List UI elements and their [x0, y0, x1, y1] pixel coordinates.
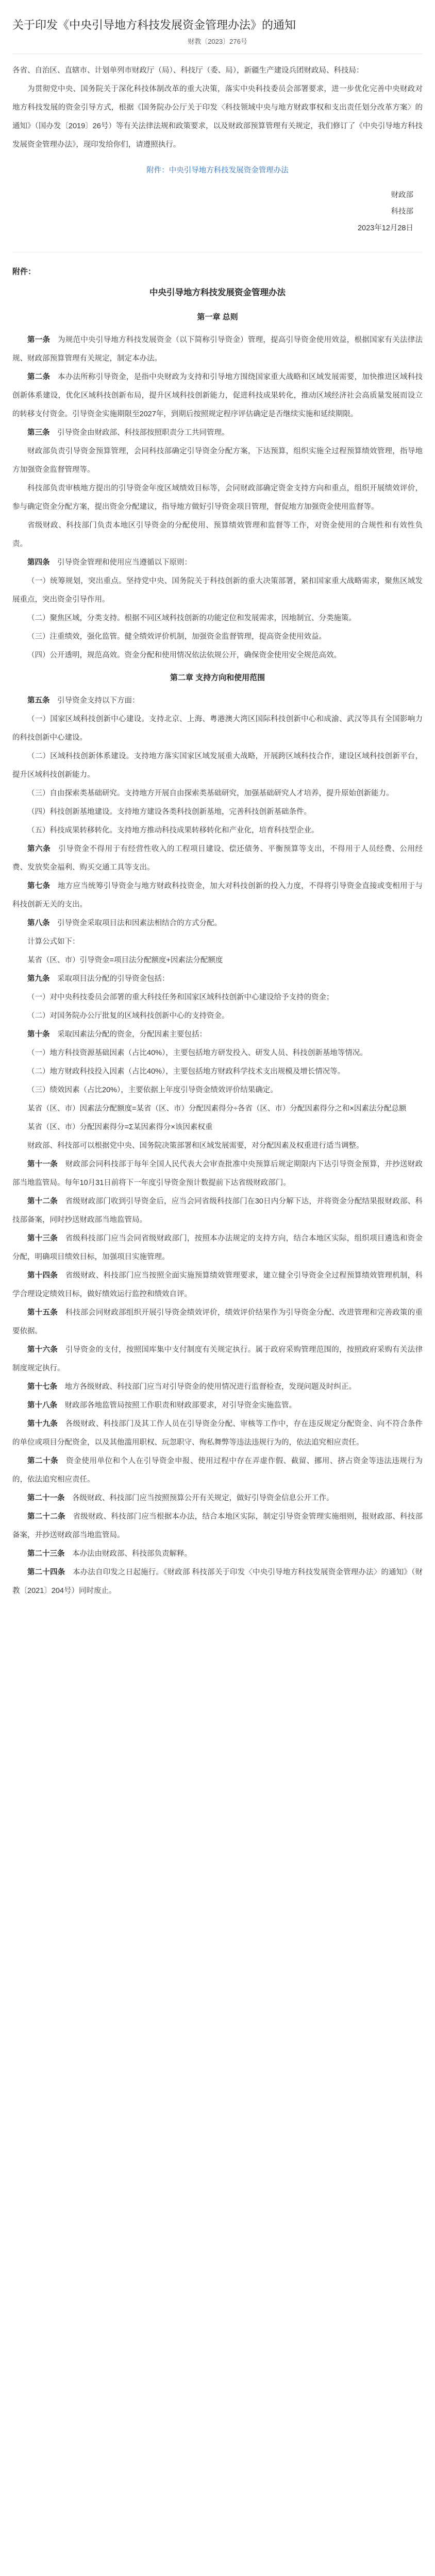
article-7: 第七条 地方应当统筹引导资金与地方财政科技资金，加大对科技创新的投入力度，不得将引导资金直接或变相用于与科技创新无关的支出。: [12, 882, 423, 909]
list-item: （二）对国务院办公厅批复的区域科技创新中心的支持资金。: [27, 1012, 229, 1020]
attachment-link[interactable]: 附件：中央引导地方科技发展资金管理办法: [146, 166, 289, 175]
notice-body: 为贯彻党中央、国务院关于深化科技体制改革的重大决策，落实中央科技委员会部署要求，进一步优化完善中央财政对地方科技发展的资金引导方式，根据《国务院办公厅关于印发〈科技领域中央与地方财政事权和支出责任划分改革方案〉的通知》（国办发〔2019〕26号）等有关法律法规和政策要求，以及财政部预算管理有关规定，我们修订了《中央引导地方科技发展资金管理办法》，现印发给你们，请遵照执行。: [12, 85, 423, 149]
article-16: 第十六条 引导资金的支付，按照国库集中支付制度有关规定执行。属于政府采购管理范围的，按照政府采购有关法律制度规定执行。: [12, 1346, 423, 1372]
attachment-title: 中央引导地方科技发展资金管理办法: [149, 288, 286, 297]
article-8: 第八条 引导资金采取项目法和因素法相结合的方式分配。: [27, 919, 222, 927]
list-item: （一）国家区域科技创新中心建设。支持北京、上海、粤港澳大湾区国际科技创新中心和成渝、武汉等具有全国影响力的科技创新中心建设。: [12, 715, 423, 742]
list-item: （三）注重绩效，强化监管。健全绩效评价机制，加强资金监督管理，提高资金使用效益。: [27, 633, 326, 641]
article-17: 第十七条 地方各级财政、科技部门应当对引导资金的使用情况进行监督检查，发现问题及时纠正。: [27, 1383, 356, 1391]
attachment-label: 附件：: [12, 267, 36, 276]
list-item: （一）对中央科技委员会部署的重大科技任务和国家区域科技创新中心建设给予支持的资金；: [27, 993, 334, 1002]
formula: 某省（区、市）因素法分配额度=某省（区、市）分配因素得分÷各省（区、市）分配因素得分之和×因素法分配总额: [27, 1105, 407, 1113]
article-11: 第十一条 财政部会同科技部于每年全国人民代表大会审查批准中央预算后规定期限内下达引导资金预算，并抄送财政部当地监管局。每年10月31日前将下一年度引导资金预计数提前下达省级财政部门。: [12, 1160, 423, 1187]
list-item: （四）科技创新基地建设。支持地方建设各类科技创新基地，完善科技创新基础条件。: [27, 808, 311, 816]
article-9: 第九条 采取项目法分配的引导资金包括：: [27, 975, 170, 983]
article-10: 第十条 采取因素法分配的资金，分配因素主要包括：: [27, 1030, 207, 1039]
list-item: （二）区域科技创新体系建设。支持地方落实国家区域发展重大战略，开展跨区域科技合作，建设区域科技创新平台，提升区域科技创新能力。: [12, 752, 423, 779]
signer-ministry-of-science: 科技部: [391, 208, 413, 216]
notice-title: 关于印发《中央引导地方科技发展资金管理办法》的通知: [12, 19, 296, 31]
article-4: 第四条 引导资金管理和使用应当遵循以下原则：: [27, 558, 192, 567]
list-item: （二）地方财政科技投入因素（占比40%），主要包括地方财政科学技术支出规模及增长情况等。: [27, 1067, 345, 1076]
paragraph: 科技部负责审核地方提出的引导资金年度区域绩效目标等，会同财政部确定资金支持方向和重点，组织开展绩效评价，参与确定资金分配方案，提出资金分配建议，指导地方做好引导资金项目管理，督促地方加强资金使用监督等。: [12, 484, 423, 511]
article-23: 第二十三条 本办法由财政部、科技部负责解释。: [27, 1550, 192, 1558]
article-12: 第十二条 省级财政部门收到引导资金后，应当会同省级科技部门在30日内分解下达，并将资金分配结果报财政部、科技部备案，同时抄送财政部当地监管局。: [12, 1197, 423, 1224]
salutation: 各省、自治区、直辖市、计划单列市财政厅（局）、科技厅（委、局），新疆生产建设兵团财政局、科技局：: [12, 66, 364, 75]
article-24: 第二十四条 本办法自印发之日起施行。《财政部 科技部关于印发〈中央引导地方科技发展资金管理办法〉的通知》（财教〔2021〕204号）同时废止。: [12, 1568, 423, 1595]
chapter-heading: 第二章 支持方向和使用范围: [170, 673, 265, 682]
article-2: 第二条 本办法所称引导资金，是指中央财政为支持和引导地方围绕国家重大战略和区域发展需要，加快推进区域科技创新体系建设，优化区域科技创新布局，提升区域科技创新能力，促进科技成果转化，推动区域经济社会高质量发展而设立的转移支付资金。引导资金实施期限至2027年，到期后按照规定程序评估确定是否继续实施和延续期限。: [12, 373, 423, 418]
list-item: （三）自由探索类基础研究。支持地方开展自由探索类基础研究，加强基础研究人才培养，提升原始创新能力。: [27, 789, 394, 798]
list-item: （一）地方科技资源基础因素（占比40%），主要包括地方研发投入、研发人员、科技创新基地等情况。: [27, 1049, 367, 1057]
signer-ministry-of-finance: 财政部: [391, 191, 413, 199]
article-3: 第三条 引导资金由财政部、科技部按照职责分工共同管理。: [27, 429, 229, 437]
list-item: （一）统筹规划，突出重点。坚持党中央、国务院关于科技创新的重大决策部署，紧扣国家重大战略需求，聚焦区域发展重点，突出资金引导作用。: [12, 577, 423, 604]
article-14: 第十四条 省级财政、科技部门应当按照全面实施预算绩效管理要求，建立健全引导资金全过程预算绩效管理机制，科学合理设定绩效目标，做好绩效运行监控和绩效自评。: [12, 1272, 423, 1298]
article-13: 第十三条 省级科技部门应当会同省级财政部门，按照本办法规定的支持方向，结合本地区实际，组织项目遴选和资金分配，明确项目绩效目标，加强项目实施管理。: [12, 1234, 423, 1261]
article-22: 第二十二条 省级财政、科技部门应当根据本办法，结合本地区实际，制定引导资金管理实施细则，报财政部、科技部备案，并抄送财政部当地监管局。: [12, 1513, 423, 1539]
document-number: 财教〔2023〕276号: [188, 38, 247, 45]
paragraph: 财政部、科技部可以根据党中央、国务院决策部署和区域发展需要，对分配因素及权重进行适当调整。: [27, 1142, 364, 1150]
chapter-heading: 第一章 总则: [197, 313, 238, 321]
article-6: 第六条 引导资金不得用于有经营性收入的工程项目建设、偿还债务、平衡预算等支出，不得用于人员经费、公用经费、发放奖金福利、购买交通工具等支出。: [12, 845, 423, 872]
paragraph: 财政部负责引导资金预算管理，会同科技部确定引导资金分配方案，下达预算，组织实施全过程预算绩效管理，指导地方加强资金监督管理等。: [12, 447, 423, 474]
formula: 某省（区、市）分配因素得分=Σ某因素得分×该因素权重: [27, 1123, 213, 1131]
list-item: （三）绩效因素（占比20%），主要依据上年度引导资金绩效评价结果确定。: [27, 1086, 278, 1094]
article-5: 第五条 引导资金支持以下方面：: [27, 697, 140, 705]
article-1: 第一条 为规范中央引导地方科技发展资金（以下简称引导资金）管理，提高引导资金使用效益，根据国家有关法律法规、财政部预算管理有关规定，制定本办法。: [12, 336, 423, 363]
list-item: （二）聚焦区域，分类支持。根据不同区域科技创新的功能定位和发展需求，因地制宜、分类施策。: [27, 614, 356, 622]
issue-date: 2023年12月28日: [357, 224, 413, 232]
formula-title: 计算公式如下：: [27, 938, 80, 946]
article-18: 第十八条 财政部各地监管局按照工作职责和财政部要求，对引导资金实施监管。: [27, 1401, 296, 1410]
article-20: 第二十条 资金使用单位和个人在引导资金申报、使用过程中存在弄虚作假、截留、挪用、挤占资金等违法违规行为的，依法追究相应责任。: [12, 1457, 423, 1484]
list-item: （五）科技成果转移转化。支持地方推动科技成果转移转化和产业化，培育科技型企业。: [27, 826, 319, 835]
article-21: 第二十一条 各级财政、科技部门应当按照预算公开有关规定，做好引导资金信息公开工作。: [27, 1494, 334, 1502]
article-19: 第十九条 各级财政、科技部门及其工作人员在引导资金分配、审核等工作中，存在违反规定分配资金、向不符合条件的单位或项目分配资金，以及其他滥用职权、玩忽职守、徇私舞弊等违法违规行为的，依法追究相应责任。: [12, 1420, 423, 1447]
list-item: （四）公开透明，规范高效。资金分配和使用情况依法依规公开，确保资金使用安全规范高效。: [27, 651, 341, 659]
paragraph: 省级财政、科技部门负责本地区引导资金的分配使用、预算绩效管理和监督等工作，对资金使用的合规性和有效性负责。: [12, 521, 423, 548]
formula: 某省（区、市）引导资金=项目法分配额度+因素法分配额度: [27, 956, 223, 964]
article-15: 第十五条 科技部会同财政部组织开展引导资金绩效评价，绩效评价结果作为引导资金分配、改进管理和完善政策的重要依据。: [12, 1309, 423, 1335]
